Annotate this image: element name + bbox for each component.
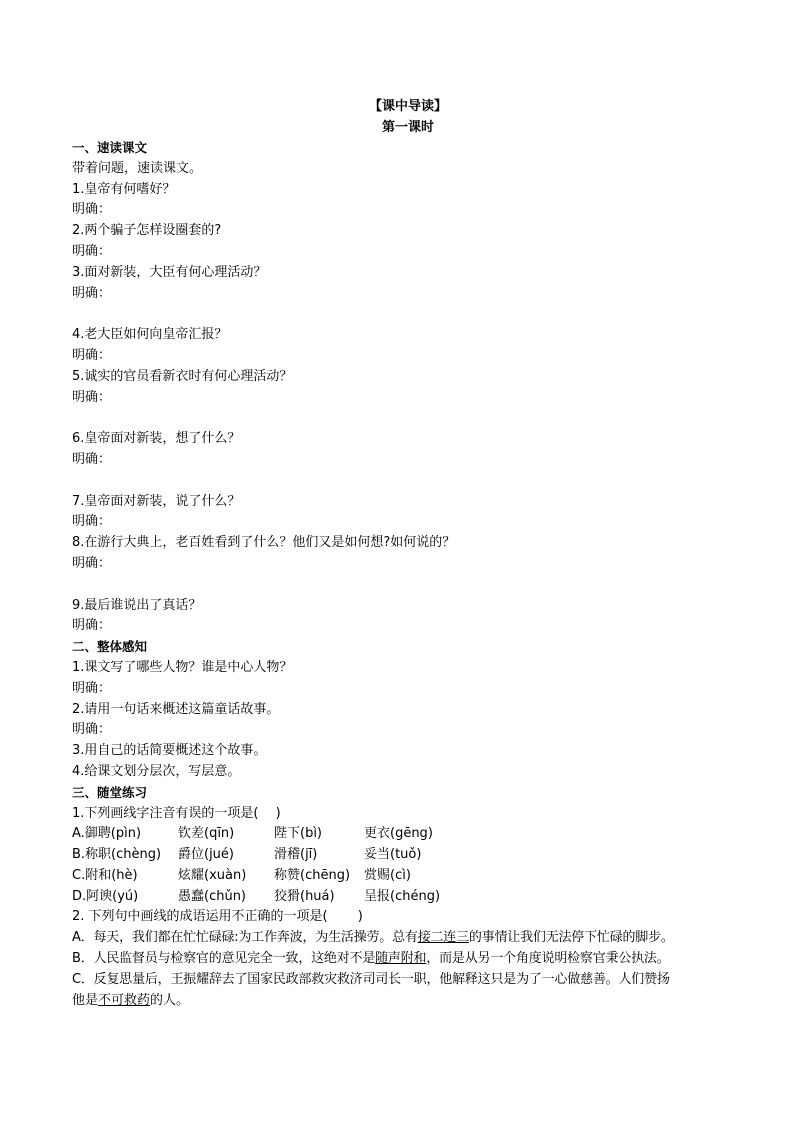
blank-line (72, 471, 732, 492)
answer-label: 明确： (72, 618, 112, 634)
option-cell: A.御聘(pìn) (72, 826, 142, 842)
idiom-option-c-line1: C．反复思量后，王振耀辞去了国家民政部救灾救济司司长一职，他解释这只是为了一心做慈善。人们赞扬 (72, 971, 670, 987)
document-content (72, 96, 732, 1011)
perception-question-1: 1.课文写了哪些人物？谁是中心人物？ (72, 659, 293, 675)
section-heading-speed-reading: 一、速读课文 (72, 140, 148, 155)
section-heading-overall-perception: 二、整体感知 (72, 639, 148, 655)
answer-label: 明确： (72, 451, 112, 467)
idiom-option-b (72, 949, 732, 970)
idiom-option-a (72, 928, 732, 949)
option-cell: C.附和(hè) (72, 867, 138, 883)
question-9: 9.最后谁说出了真话？ (72, 597, 202, 613)
question-2: 2.两个骗子怎样设圈套的? (72, 223, 222, 239)
option-cell: 妥当(tuǒ) (364, 847, 422, 863)
option-cell: 陛下(bì) (274, 826, 323, 842)
answer-label: 明确： (72, 680, 112, 696)
answer-label: 明确： (72, 514, 112, 530)
answer-label: 明确： (72, 243, 112, 259)
idiom-option-c-line2 (72, 991, 732, 1012)
practice-question-1: 1.下列画线字注音有误的一项是( ) (72, 805, 281, 821)
question-8: 8.在游行大典上，老百姓看到了什么？他们又是如何想?如何说的？ (72, 535, 456, 551)
practice-question-2: 2. 下列句中画线的成语运用不正确的一项是( ) (72, 909, 363, 925)
option-cell: 称赞(chēng) (274, 867, 351, 883)
option-cell: D.阿谀(yú) (72, 888, 139, 904)
answer-label: 明确： (72, 285, 112, 301)
perception-question-2: 2.请用一句话来概述这篇童话故事。 (72, 701, 280, 717)
option-cell: 狡猾(huá) (274, 888, 335, 904)
option-cell: 更衣(gēng) (364, 826, 433, 842)
option-cell: 钦差(qīn) (178, 826, 235, 842)
question-1: 1.皇帝有何嗜好？ (72, 181, 176, 197)
idiom-option-text: A．每天，我们都在忙忙碌碌:为工作奔波，为生活操劳。总有 (72, 930, 418, 946)
section-intro: 带着问题，速读课文。 (72, 160, 203, 176)
answer-label: 明确： (72, 555, 112, 571)
underlined-idiom: 接二连三 (417, 930, 469, 946)
option-cell: 爵位(jué) (178, 847, 234, 863)
blank-line (72, 408, 732, 429)
question-5: 5.诚实的官员看新衣时有何心理活动？ (72, 368, 293, 384)
option-row-c (72, 866, 732, 887)
idiom-option-text: 的事情让我们无法停下忙碌的脚步。 (468, 930, 674, 946)
answer-label: 明确： (72, 389, 112, 405)
blank-line (72, 575, 732, 596)
perception-question-3: 3.用自己的话简要概述这个故事。 (72, 743, 267, 759)
blank-line (72, 304, 732, 325)
underlined-idiom: 不可救药 (98, 992, 151, 1008)
option-cell: B.称职(chèng) (72, 847, 162, 863)
idiom-option-text: 他是 (72, 992, 99, 1008)
idiom-option-text: ，而是从另一个角度说明检察官秉公执法。 (426, 951, 670, 967)
idiom-option-text: B．人民监督员与检察官的意见完全一致，这绝对不是 (72, 951, 376, 967)
question-7: 7.皇帝面对新装，说了什么？ (72, 493, 241, 509)
answer-label: 明确： (72, 347, 112, 363)
section-heading-practice: 三、随堂练习 (72, 784, 148, 800)
option-row-d (72, 887, 732, 908)
document-subtitle: 第一课时 (381, 120, 434, 135)
idiom-option-text: 的人。 (150, 992, 190, 1008)
option-cell: 呈报(chéng) (364, 888, 441, 904)
option-row-b (72, 845, 732, 866)
question-4: 4.老大臣如何向皇帝汇报？ (72, 327, 228, 343)
option-cell: 滑稽(jī) (274, 847, 318, 863)
option-cell: 愚蠢(chǔn) (178, 888, 247, 904)
option-cell: 赏赐(cì) (364, 867, 411, 883)
question-6: 6.皇帝面对新装，想了什么？ (72, 431, 241, 447)
perception-question-4: 4.给课文划分层次，写层意。 (72, 763, 241, 779)
document-title: 【课中导读】 (368, 99, 447, 114)
answer-label: 明确： (72, 722, 112, 738)
underlined-idiom: 随声附和 (375, 951, 427, 967)
option-cell: 炫耀(xuàn) (178, 867, 247, 883)
question-3: 3.面对新装，大臣有何心理活动？ (72, 264, 267, 280)
answer-label: 明确： (72, 202, 112, 218)
option-row-a (72, 824, 732, 845)
